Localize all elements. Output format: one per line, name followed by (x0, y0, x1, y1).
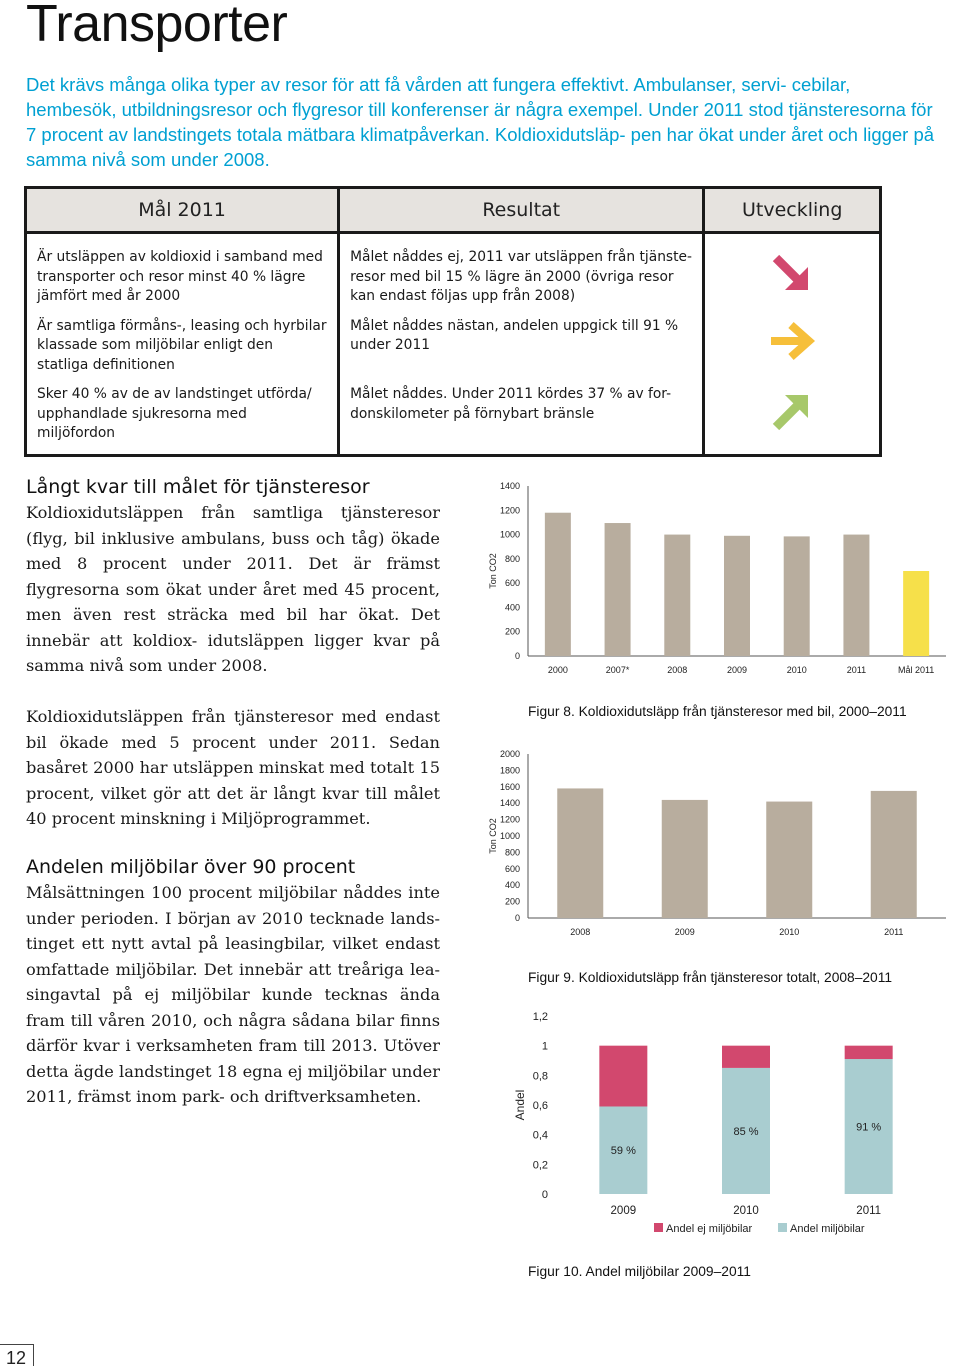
x-tick-label: 2011 (846, 665, 867, 675)
bar (843, 535, 869, 656)
x-tick-label: 2009 (674, 927, 695, 937)
x-tick-label: 2009 (610, 1205, 637, 1217)
x-tick-label: 2010 (786, 665, 807, 675)
bar-non-environmental (845, 1046, 893, 1059)
goal-table (24, 186, 882, 457)
table-row (26, 311, 881, 380)
result-cell: Målet nåddes. Under 2011 kördes 37 % av for- donskilometer på förnybart bränsle (339, 379, 704, 455)
bar-non-environmental (722, 1046, 770, 1068)
legend-label: Andel ej miljöbilar (666, 1223, 753, 1235)
y-tick-label: 200 (504, 626, 520, 637)
y-tick-label: 1000 (499, 529, 520, 540)
bar (662, 800, 708, 918)
x-tick-label: 2010 (779, 927, 800, 937)
table-row (26, 379, 881, 455)
section-environmental-cars (26, 854, 440, 1110)
body-paragraph: Målsättningen 100 procent miljöbilar nåddes inte under perioden. I början av 2010 tecknade lands- tinget ett nytt avtal på leasingbilar, vilket endast omfattade miljöbilar. Det innebär att treåriga lea- singavtal på ej miljöbilar kunde tecknas ända fram till våren 2010, och några sådana bilar finns därför kvar i verksamheten fram till 2013. Utöver detta ägde landstinget 18 egna ej miljöbilar under 2011, främst inom park- och driftverksamheten. (26, 883, 440, 1106)
y-tick-label: 1400 (499, 798, 520, 809)
goal-cell: Är samtliga förmåns-, leasing och hyrbilar klassade som miljöbilar enligt den statliga definitionen (26, 311, 339, 380)
section-heading: Andelen miljöbilar över 90 procent (26, 856, 356, 878)
y-tick-label: 0,2 (532, 1159, 548, 1172)
x-tick-label: 2008 (667, 665, 688, 675)
table-row (26, 233, 881, 311)
x-tick-label: 2007* (605, 665, 630, 675)
header-result: Resultat (339, 188, 704, 233)
arrow-right-icon (767, 319, 817, 363)
bar (903, 571, 929, 656)
y-tick-label: 1000 (499, 831, 520, 841)
bar (871, 791, 917, 918)
arrow-down-right-icon (768, 250, 816, 298)
y-tick-label: 0 (541, 1189, 548, 1201)
page-title: Transporter (26, 0, 288, 53)
y-tick-label: 800 (504, 847, 520, 858)
y-tick-label: 0,4 (532, 1129, 548, 1142)
section-heading: Långt kvar till målet för tjänsteresor (26, 476, 370, 498)
data-label: 85 % (733, 1125, 759, 1138)
section-service-travel (26, 474, 440, 679)
bar (557, 788, 603, 918)
bar (605, 523, 631, 656)
page-number: 12 (0, 1344, 34, 1366)
bar (766, 802, 812, 918)
y-tick-label: 1400 (499, 481, 520, 491)
legend-label: Andel miljöbilar (790, 1223, 865, 1235)
figure-10-caption: Figur 10. Andel miljöbilar 2009–2011 (528, 1264, 751, 1279)
x-tick-label: 2008 (570, 927, 591, 937)
y-tick-label: 400 (504, 880, 520, 891)
legend-swatch (778, 1223, 787, 1232)
result-cell: Målet nåddes ej, 2011 var utsläppen från tjänste- resor med bil 15 % lägre än 2000 (övriga resor kan endast följas upp från 2008) (339, 233, 704, 311)
chart-environmental-cars-share (506, 1004, 942, 1248)
result-cell: Målet nåddes nästan, andelen uppgick till 91 % under 2011 (339, 311, 704, 380)
x-tick-label: Mål 2011 (897, 665, 935, 675)
bar (724, 536, 750, 656)
y-tick-label: 0,6 (532, 1100, 548, 1112)
goal-cell: Är utsläppen av koldioxid i samband med transporter och resor minst 40 % lägre jämfört med år 2000 (26, 233, 339, 311)
section-service-travel-continued (26, 704, 440, 832)
bar-non-environmental (599, 1046, 647, 1107)
bar (664, 535, 690, 656)
y-tick-label: 1600 (499, 781, 520, 792)
x-tick-label: 2011 (884, 927, 904, 937)
figure-8-caption: Figur 8. Koldioxidutsläpp från tjänsteresor med bil, 2000–2011 (528, 704, 907, 719)
figure-9-caption: Figur 9. Koldioxidutsläpp från tjänsteresor totalt, 2008–2011 (528, 970, 893, 985)
y-tick-label: 600 (504, 863, 520, 874)
x-tick-label: 2000 (547, 665, 568, 675)
y-axis-label: Ton CO2 (488, 553, 498, 589)
y-tick-label: 600 (504, 578, 520, 589)
y-tick-label: 2000 (499, 749, 520, 759)
x-tick-label: 2009 (726, 665, 748, 675)
chart-total-emissions (484, 744, 950, 944)
chart-car-emissions (484, 476, 950, 682)
y-tick-label: 0 (514, 913, 520, 923)
y-tick-label: 1800 (499, 765, 520, 776)
y-tick-label: 0,8 (532, 1070, 548, 1083)
header-goal: Mål 2011 (26, 188, 339, 233)
legend-swatch (654, 1223, 663, 1232)
y-tick-label: 400 (504, 602, 520, 613)
bar (784, 536, 810, 656)
data-label: 91 % (856, 1121, 882, 1134)
y-tick-label: 0 (514, 651, 520, 661)
body-paragraph: Koldioxidutsläppen från tjänsteresor med endast bil ökade med 5 procent under 2011. Sedan basåret 2000 har utsläppen minskat med totalt 15 procent, vilket gör att det är långt kvar till målet 40 procent minskning i Miljöprogrammet. (26, 707, 440, 828)
data-label: 59 % (610, 1145, 636, 1158)
y-tick-label: 200 (504, 896, 520, 907)
x-tick-label: 2010 (733, 1205, 759, 1217)
intro-text: Det krävs många olika typer av resor för att få vården att fungera effektivt. Ambulanser, servi- cebilar, hembesök, utbildningsresor och flygresor till konferenser är några exempel. Under 2011 stod tjänsteresorna för 7 procent av landstingets totala mätbara klimatpåverkan. Koldioxidutsläp- pen har ökat under året och ligger på samma nivå som under 2008. (26, 74, 935, 170)
goal-cell: Sker 40 % av de av landstinget utförda/ upphandlade sjukresorna med miljöfordon (26, 379, 339, 455)
bar (545, 513, 571, 656)
header-trend: Utveckling (704, 188, 881, 233)
body-paragraph: Koldioxidutsläppen från samtliga tjänsteresor (flyg, bil inklusive ambulans, buss och tåg) ökade med 8 procent under 2011. Det är främst flygresorna som ökat under året med 45 procent, men även rest sträcka med bil har ökat. Det innebär att koldiox- idutsläppen ligger kvar på samma nivå som under 2008. (26, 503, 440, 675)
y-tick-label: 1200 (499, 814, 520, 825)
y-tick-label: 1,2 (532, 1011, 548, 1023)
y-axis-label: Ton CO2 (488, 818, 498, 854)
y-tick-label: 800 (504, 553, 520, 564)
y-tick-label: 1200 (499, 505, 520, 516)
y-axis-label: Andel (513, 1089, 527, 1121)
y-tick-label: 1 (541, 1040, 548, 1053)
arrow-up-right-icon (768, 387, 816, 435)
x-tick-label: 2011 (856, 1205, 882, 1217)
